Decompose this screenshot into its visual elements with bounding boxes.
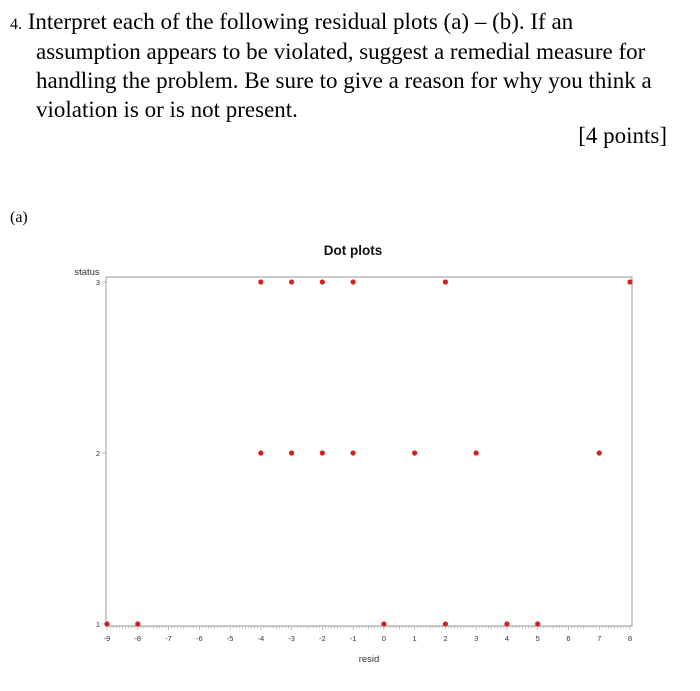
- x-tick-label: -2: [319, 634, 326, 643]
- data-point: [289, 279, 294, 284]
- x-tick-label: 3: [474, 634, 479, 643]
- x-tick-label: 4: [504, 634, 510, 643]
- data-point: [258, 450, 263, 455]
- x-tick-label: 6: [566, 634, 571, 643]
- question-number: 4.: [10, 16, 22, 33]
- data-point: [627, 279, 632, 284]
- x-tick-label: -4: [257, 634, 265, 643]
- points-label: [4 points]: [578, 123, 667, 148]
- x-tick-label: -6: [195, 634, 203, 643]
- question-line-2: assumption appears to be violated, suggest a remedial measure for: [36, 39, 646, 64]
- data-point: [104, 621, 109, 626]
- data-point: [412, 450, 417, 455]
- chart-title: Dot plots: [323, 243, 383, 258]
- x-tick-label: 0: [381, 634, 386, 643]
- data-point: [381, 621, 386, 626]
- x-tick-label: -9: [103, 634, 111, 643]
- x-tick-label: 8: [627, 634, 633, 643]
- data-point: [504, 621, 509, 626]
- y-axis-label: status: [74, 267, 100, 278]
- question-text-line-1: Interpret each of the following residual plots (a) – (b). If an: [27, 9, 574, 34]
- data-points: [104, 279, 632, 626]
- x-axis-label: resid: [358, 654, 380, 665]
- data-point: [443, 279, 448, 284]
- x-tick-label: 1: [412, 634, 417, 643]
- data-point: [320, 450, 325, 455]
- data-point: [289, 450, 294, 455]
- y-tick-label: 2: [95, 449, 100, 458]
- data-point: [320, 279, 325, 284]
- y-tick-label: 3: [95, 278, 100, 287]
- x-tick-label: -7: [165, 634, 172, 643]
- data-point: [474, 450, 479, 455]
- x-tick-label: -1: [349, 634, 357, 643]
- data-point: [351, 450, 356, 455]
- data-point: [135, 621, 140, 626]
- data-point: [351, 279, 356, 284]
- x-tick-label: 7: [597, 634, 602, 643]
- y-tick-label: 1: [95, 620, 100, 629]
- x-tick-label: 2: [443, 634, 448, 643]
- question-line-3: handling the problem. Be sure to give a reason for why you think a: [36, 68, 652, 93]
- data-point: [597, 450, 602, 455]
- x-tick-label: 5: [535, 634, 540, 643]
- part-a-label: (a): [10, 209, 28, 226]
- x-tick-label: -3: [288, 634, 295, 643]
- x-tick-label: -5: [226, 634, 234, 643]
- plot-frame: [106, 277, 632, 626]
- y-axis-ticks: [96, 278, 106, 629]
- data-point: [443, 621, 448, 626]
- question-line-4: violation is or is not present.: [36, 97, 298, 122]
- x-axis-ticks: [104, 626, 632, 643]
- x-tick-label: -8: [134, 634, 142, 643]
- data-point: [258, 279, 263, 284]
- data-point: [535, 621, 540, 626]
